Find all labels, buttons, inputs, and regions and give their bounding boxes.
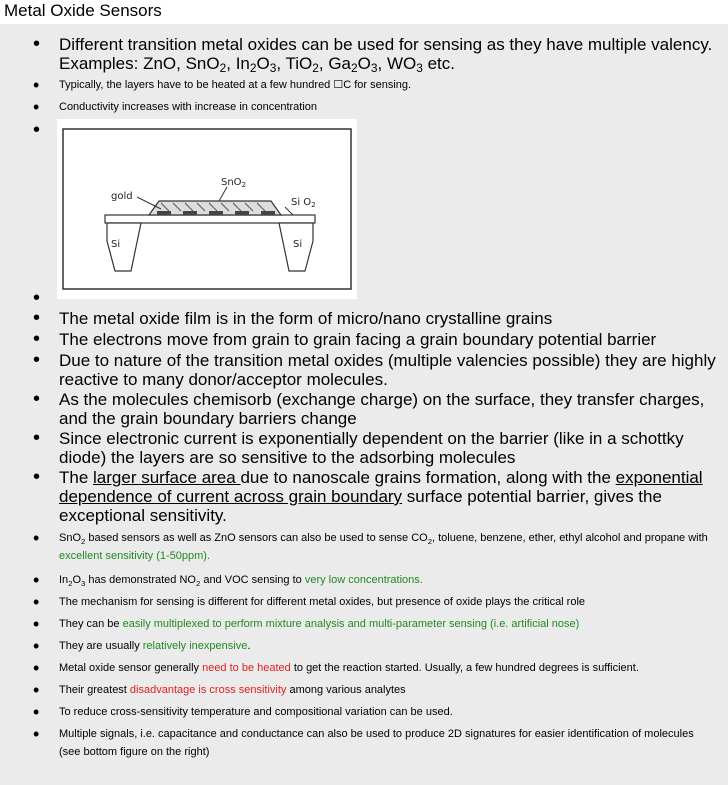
bullet-surface-area: • The larger surface area due to nanoscale grains formation, along with the exponential dependence of current across grain boundary surface potential barrier, gives the exceptional sensitivity. bbox=[0, 468, 728, 525]
label-sno2: SnO$_2$ bbox=[221, 177, 247, 189]
title-bar bbox=[0, 0, 728, 24]
sensor-cross-section-figure bbox=[57, 119, 357, 299]
bullet-conductivity: • Conductivity increases with increase in concentration bbox=[0, 98, 728, 116]
bullet-multiplexed: • They can be easily multiplexed to perform mixture analysis and multi-parameter sensing (i.e. artificial nose) bbox=[0, 615, 728, 633]
slide-title: Metal Oxide Sensors bbox=[4, 1, 162, 20]
bullet-metal-oxides: • Different transition metal oxides can be used for sensing as they have multiple valency. Examples: ZnO, SnO$_2$, $In_2O_3$, TiO$_2$, $Ga_2O_3$, $WO_3$ etc. bbox=[0, 35, 728, 73]
bullet-exponential: • Since electronic current is exponentially dependent on the barrier (like in a schottky diode) the layers are so sensitive to the adsorbing molecules bbox=[0, 429, 728, 467]
bullet-film-grains: • The metal oxide film is in the form of micro/nano crystalline grains bbox=[0, 309, 728, 328]
bullet-chemisorb: • As the molecules chemisorb (exchange charge) on the surface, they transfer charges, and the grain boundary barriers change bbox=[0, 390, 728, 428]
bullet-reduce-cross: • To reduce cross-sensitivity temperature and compositional variation can be used. bbox=[0, 703, 728, 721]
bullet-heated: • Metal oxide sensor generally need to be heated to get the reaction started. Usually, a few hundred degrees is sufficient. bbox=[0, 659, 728, 677]
bullet-heating: • Typically, the layers have to be heated at a few hundred ☐C for sensing. bbox=[0, 76, 728, 94]
figure-item bbox=[0, 119, 728, 299]
sensor-diagram bbox=[57, 119, 357, 299]
label-sio2: Si $O_2$ bbox=[291, 197, 316, 209]
sio2-layer bbox=[105, 215, 315, 223]
gold-electrode-5 bbox=[261, 211, 275, 215]
bullet-multiple-signals: • Multiple signals, i.e. capacitance and conductance can also be used to produce 2D signatures for easier identification of molecules (see bottom figure on the right) bbox=[0, 725, 728, 761]
bullet-in2o3: • $In_2O_3$ has demonstrated $NO_2$ and VOC sensing to very low concentrations. bbox=[0, 571, 728, 589]
bullet-disadvantage: • Their greatest disadvantage is cross sensitivity among various analytes bbox=[0, 681, 728, 699]
bullet-sno2-sensors: • SnO$_2$ based sensors as well as ZnO sensors can also be used to sense $CO_2$, toluene, benzene, ether, ethyl alcohol and propane with excellent sensitivity (1-50ppm). bbox=[0, 529, 728, 565]
bullet-empty bbox=[0, 293, 728, 307]
gold-electrode-3 bbox=[209, 211, 223, 215]
gold-electrode-4 bbox=[235, 211, 249, 215]
bullet-list bbox=[0, 35, 728, 761]
slide-content bbox=[0, 24, 728, 785]
bullet-grain-barrier: • The electrons move from grain to grain facing a grain boundary potential barrier bbox=[0, 330, 728, 349]
bullet-inexpensive: • They are usually relatively inexpensive. bbox=[0, 637, 728, 655]
gold-electrode-1 bbox=[157, 211, 171, 215]
bullet-reactivity: • Due to nature of the transition metal oxides (multiple valencies possible) they are highly reactive to many donor/acceptor molecules. bbox=[0, 351, 728, 389]
sno2-leader bbox=[219, 187, 227, 201]
sio2-leader bbox=[285, 207, 293, 215]
label-si-left: Si bbox=[111, 239, 121, 250]
label-si-right: Si bbox=[293, 239, 303, 250]
gold-electrode-2 bbox=[183, 211, 197, 215]
bullet-mechanism: • The mechanism for sensing is different for different metal oxides, but presence of oxide plays the critical role bbox=[0, 593, 728, 611]
label-gold: • gold bbox=[111, 191, 133, 202]
